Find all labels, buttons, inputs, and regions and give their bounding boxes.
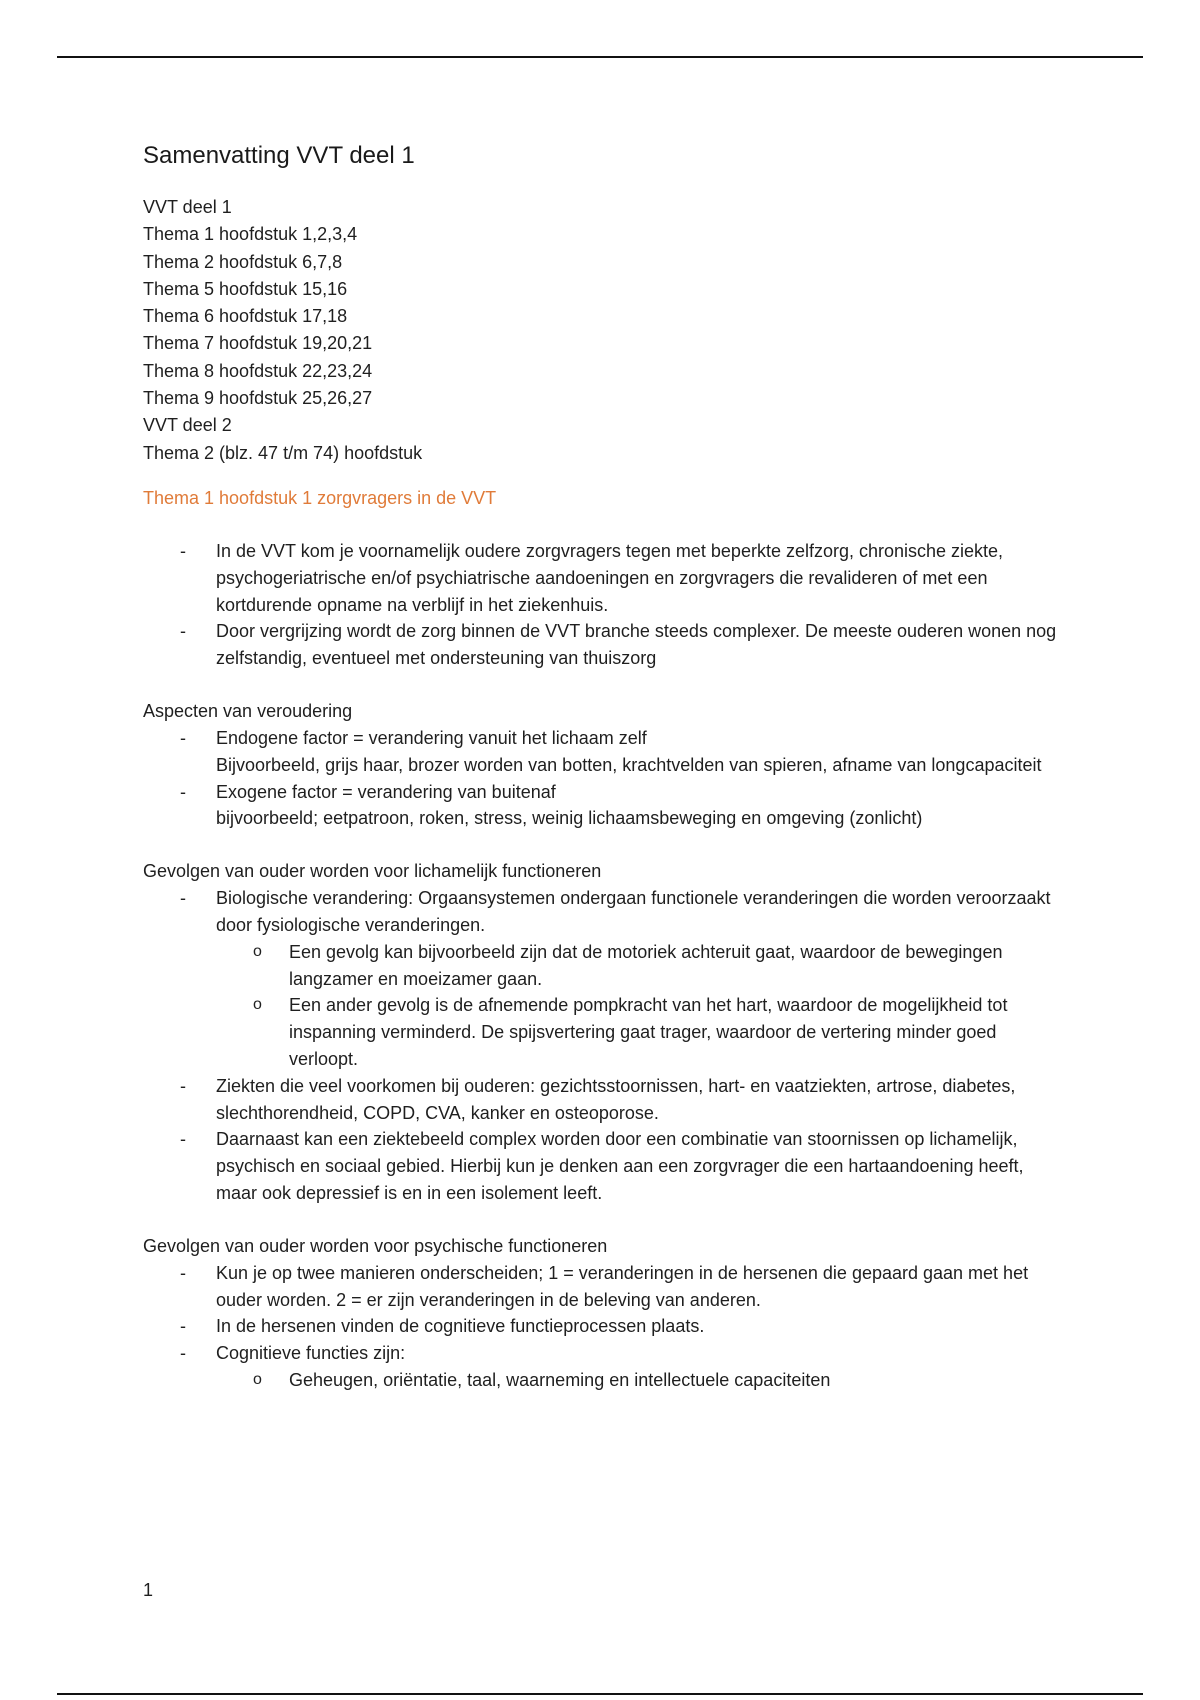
table-of-contents	[143, 194, 1063, 467]
toc-line: Thema 9 hoofdstuk 25,26,27	[143, 388, 373, 409]
list-item-text: Biologische verandering: Orgaansystemen ondergaan functionele veranderingen die worden veroorzaakt door fysiologische veranderingen.	[216, 888, 1051, 935]
toc-line: Thema 5 hoofdstuk 15,16	[143, 278, 348, 299]
list-item-example: Bijvoorbeeld, grijs haar, brozer worden van botten, krachtvelden van spieren, afname van longcapaciteit	[216, 754, 1042, 775]
circle-bullet: o	[253, 942, 262, 960]
physical-list	[143, 885, 1063, 1207]
aging-heading: Aspecten van veroudering	[143, 700, 353, 721]
list-item-example: bijvoorbeeld; eetpatroon, roken, stress, weinig lichaamsbeweging en omgeving (zonlicht)	[216, 808, 923, 829]
sub-list-item	[216, 992, 1063, 1072]
dash-bullet: -	[180, 540, 186, 561]
list-item-text: In de hersenen vinden de cognitieve functieprocessen plaats.	[216, 1316, 705, 1337]
list-item	[143, 538, 1063, 618]
toc-line: Thema 2 hoofdstuk 6,7,8	[143, 251, 343, 272]
toc-line: Thema 2 (blz. 47 t/m 74) hoofdstuk	[143, 442, 423, 463]
circle-bullet: o	[253, 996, 262, 1014]
sub-list-item	[216, 939, 1063, 993]
list-item	[143, 1260, 1063, 1314]
list-item	[143, 885, 1063, 1073]
list-item-text: Endogene factor = verandering vanuit het lichaam zelf	[216, 727, 647, 748]
list-item	[143, 1126, 1063, 1206]
header-rule	[57, 56, 1143, 58]
toc-line: Thema 6 hoofdstuk 17,18	[143, 306, 348, 327]
dash-bullet: -	[180, 621, 186, 642]
list-item-text: Exogene factor = verandering van buitenaf	[216, 781, 556, 802]
list-item	[143, 1340, 1063, 1394]
dash-bullet: -	[180, 1262, 186, 1283]
psychic-heading: Gevolgen van ouder worden voor psychische functioneren	[143, 1235, 608, 1256]
list-item-text: Cognitieve functies zijn:	[216, 1343, 406, 1364]
intro-list	[143, 538, 1063, 672]
list-item	[143, 779, 1063, 833]
dash-bullet: -	[180, 888, 186, 909]
list-item	[143, 725, 1063, 779]
toc-line: Thema 7 hoofdstuk 19,20,21	[143, 333, 373, 354]
list-item	[143, 1073, 1063, 1127]
dash-bullet: -	[180, 781, 186, 802]
section-heading: Thema 1 hoofdstuk 1 zorgvragers in de VVT	[143, 487, 497, 508]
toc-line: Thema 8 hoofdstuk 22,23,24	[143, 360, 373, 381]
toc-line: VVT deel 2	[143, 415, 232, 436]
footer-rule	[57, 1693, 1143, 1695]
toc-line: VVT deel 1	[143, 197, 232, 217]
sub-list	[216, 939, 1063, 1073]
list-item-text: Kun je op twee manieren onderscheiden; 1 = veranderingen in de hersenen die gepaard gaan met het ouder worden. 2 = er zijn veranderingen in de beleving van anderen.	[216, 1262, 1029, 1310]
dash-bullet: -	[180, 1129, 186, 1150]
document-page	[143, 140, 1063, 1394]
physical-heading: Gevolgen van ouder worden voor lichamelijk functioneren	[143, 861, 602, 882]
dash-bullet: -	[180, 1316, 186, 1337]
dash-bullet: -	[180, 1075, 186, 1096]
list-item	[143, 1313, 1063, 1340]
document-title: Samenvatting VVT deel 1	[143, 142, 415, 169]
toc-line: Thema 1 hoofdstuk 1,2,3,4	[143, 224, 358, 245]
circle-bullet: o	[253, 1370, 262, 1388]
sub-list	[216, 1367, 1063, 1394]
list-item-text: Ziekten die veel voorkomen bij ouderen: gezichtsstoornissen, hart- en vaatziekten, artrose, diabetes, slechthorendheid, COPD, CVA, kanker en osteoporose.	[216, 1075, 1016, 1123]
aging-list	[143, 725, 1063, 832]
sub-list-item	[216, 1367, 1063, 1394]
dash-bullet: -	[180, 1343, 186, 1364]
sub-list-item-text: Een ander gevolg is de afnemende pompkracht van het hart, waardoor de mogelijkheid tot inspanning verminderd. De spijsvertering gaat trager, waardoor de vertering minder goed verloopt.	[289, 995, 1008, 1069]
sub-list-item-text: Een gevolg kan bijvoorbeeld zijn dat de motoriek achteruit gaat, waardoor de bewegingen langzamer en moeizamer gaan.	[289, 941, 1003, 989]
list-item	[143, 618, 1063, 672]
psychic-list	[143, 1260, 1063, 1394]
dash-bullet: -	[180, 727, 186, 748]
list-item-text: In de VVT kom je voornamelijk oudere zorgvragers tegen met beperkte zelfzorg, chronische ziekte, psychogeriatrische en/of psychiatrische aandoeningen en zorgvragers die revalideren of met een kortdurende opname na verblijf in het ziekenhuis.	[216, 540, 1004, 615]
page-number: 1	[143, 1580, 154, 1600]
list-item-text: Daarnaast kan een ziektebeeld complex worden door een combinatie van stoornissen op lichamelijk, psychisch en sociaal gebied. Hierbij kun je denken aan een zorgvrager die een hartaandoening heeft, maar ook depressief is en in een isolement leeft.	[216, 1129, 1024, 1203]
list-item-text: Door vergrijzing wordt de zorg binnen de VVT branche steeds complexer. De meeste ouderen wonen nog zelfstandig, eventueel met ondersteuning van thuiszorg	[216, 621, 1057, 669]
sub-list-item-text: Geheugen, oriëntatie, taal, waarneming en intellectuele capaciteiten	[289, 1369, 831, 1390]
